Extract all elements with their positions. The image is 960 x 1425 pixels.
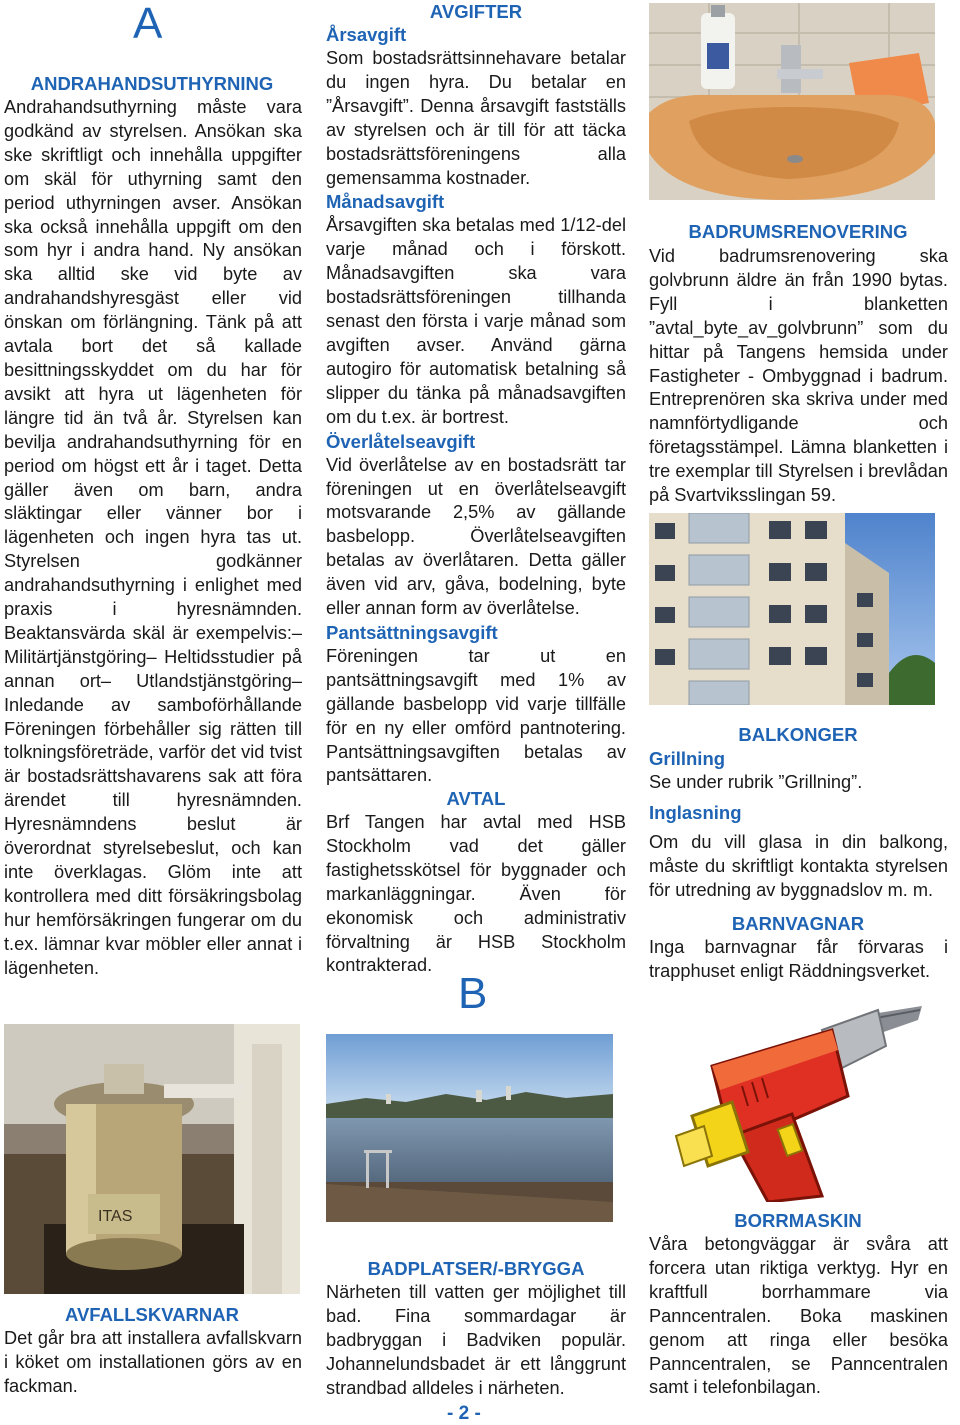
avtal-text: Brf Tangen har avtal med HSB Stockholm vad det gäller fastighetsskötsel för byggnader och markanläggningar. Även för ekonomisk och administrativ förvaltning är HSB Stockholm kontrakterad. — [326, 812, 626, 976]
arsavgift-text: Som bostadsrättsinnehavare betalar du ingen hyra. Du betalar en ”Årsavgift”. Denna årsavgift fastställs av styrelsen och är till för att täcka bostadsrättsföreningens alla gemensamma kostnader. — [326, 48, 626, 188]
andrahand-heading: ANDRAHANDSUTHYRNING — [30, 73, 274, 94]
avfall-text: Det går bra att installera avfallskvarn i köket om installationen görs av en fackman. — [4, 1328, 302, 1396]
badrum-text: Vid badrumsrenovering ska golvbrunn äldre än från 1990 bytas. Fyll i blanketten ”avtal_byte_av_golvbrunn” som du hittar på Tangens hemsida under Fastigheter - Ombyggnad i badrum. Entreprenören ska skriva under med namnförtydligande och företagsstämpel. Lämna blanketten i tre exemplar till Styrelsen i brevlådan på Svartviksslingan 59. — [649, 246, 948, 506]
borrmaskin-heading: BORRMASKIN — [734, 1210, 862, 1231]
manadsavgift-heading: Månadsavgift — [326, 191, 445, 213]
barnvagnar-heading: BARNVAGNAR — [731, 913, 865, 934]
balkonger-heading: BALKONGER — [738, 724, 858, 745]
avtal-heading: AVTAL — [446, 788, 506, 809]
section-letter-b: B — [458, 969, 488, 1018]
manadsavgift-text: Årsavgiften ska betalas med 1/12-del varje månad och i förskott. Månadsavgiften ska vara bostadsrättsföreningen tillhanda senast den första i varje månad som avgiften avser. Använd gärna autogiro för automatisk betalning så slipper du tänka på månadsavgiften om du t.ex. är bortrest. — [326, 215, 626, 427]
drill-illustration — [672, 1006, 932, 1202]
svg-text:ITAS: ITAS — [98, 1208, 133, 1225]
avgifter-heading: AVGIFTER — [429, 1, 523, 22]
section-letter-a: A — [133, 0, 163, 48]
balkonger-section — [649, 747, 948, 903]
inglasning-text: Om du vill glasa in din balkong, måste du skriftligt kontakta styrelsen för utredning av byggnadslov m. m. — [649, 831, 948, 900]
badplats-heading: BADPLATSER/-BRYGGA — [367, 1258, 585, 1279]
badrum-heading: BADRUMSRENOVERING — [688, 221, 908, 242]
page-number: - 2 - — [447, 1403, 481, 1424]
sink-photo — [649, 3, 935, 200]
inglasning-heading: Inglasning — [649, 801, 742, 823]
grillning-heading: Grillning — [649, 748, 726, 769]
garbage-disposer-photo — [4, 1024, 300, 1294]
building-photo — [649, 513, 935, 705]
andrahand-text: Andrahandsuthyrning måste vara godkänd av styrelsen. Ansökan ska ske skriftligt och innehålla uppgifter om skäl för uthyrning samt den period uthyrningen avser. Ansökan ska också innehålla uppgift om den som hyr i andra hand. Ny ansökan ska alltid ske vid byte av andrahandshyresgäst eller vid önskan om förlängning. Tänk på att avtala bort det så kallade besittningsskyddet om du har för avsikt att hyra ut lägenheten för längre tid än två år. Styrelsen kan bevilja andrahandsuthyrning för en period om högst ett år i taget. Detta gäller även om barn, andra släktingar eller vänner bor i lägenheten och ingen hyra tas ut. Styrelsen godkänner andrahandsuthyrning i enlighet med praxis i hyresnämnden. Beaktansvärda skäl är exempelvis:– Militärtjänstgöring– Heltidsstudier på annan ort– Utlandstjänstgöring– Inledande av samboförhållande Föreningen förbehåller sig rätten till tolkningsföreträde, varför det vid tvist är bostadsrättshavarens sak att föra ärendet till hyresnämnden. Hyresnämndens beslut är överordnat styrelsebeslut, och kan inte överklagas. Glöm inte att kontrollera med ditt försäkringsbolag hur hemförsäkringen fungerar om du t.ex. lämnar kvar möbler eller annat i lägenheten. — [4, 97, 302, 978]
badplats-text: Närheten till vatten ger möjlighet till bad. Fina sommardagar är badbryggan i Badviken populär. Johannelundsbadet är ett långgrunt strandbad alldeles i närheten. — [326, 1282, 626, 1398]
pantsattningsavgift-heading: Pantsättningsavgift — [326, 621, 498, 643]
grillning-text: Se under rubrik ”Grillning”. — [649, 772, 863, 792]
arsavgift-heading: Årsavgift — [326, 24, 407, 45]
avgifter-section — [326, 23, 626, 788]
avfall-heading: AVFALLSKVARNAR — [64, 1304, 240, 1325]
overlatelseavgift-text: Vid överlåtelse av en bostadsrätt tar föreningen ut en överlåtelseavgift motsvarande 2,5% av gällande basbelopp. Överlåtelseavgiften betalas av överlåtaren. Detta gäller även vid arv, gåva, bodelning, byte eller annan form av överlåtelse. — [326, 454, 626, 619]
overlatelseavgift-heading: Överlåtelseavgift — [326, 430, 476, 452]
lake-bathing-photo — [326, 1034, 613, 1222]
pantsattningsavgift-text: Föreningen tar ut en pantsättningsavgift med 1% av gällande basbelopp vid varje tillfälle för en ny eller omförd pantnotering. Pantsättningsavgiften betalas av pantsättaren. — [326, 645, 626, 786]
barnvagnar-text: Inga barnvagnar får förvaras i trapphuset enligt Räddningsverket. — [649, 937, 948, 981]
borrmaskin-text: Våra betongväggar är svåra att forcera utan riktiga verktyg. Hyr en kraftfull borrhammare via Panncentralen. Boka maskinen genom att ringa eller besöka Panncentralen, se Panncentralen samt i telefonbilagan. — [649, 1234, 948, 1398]
